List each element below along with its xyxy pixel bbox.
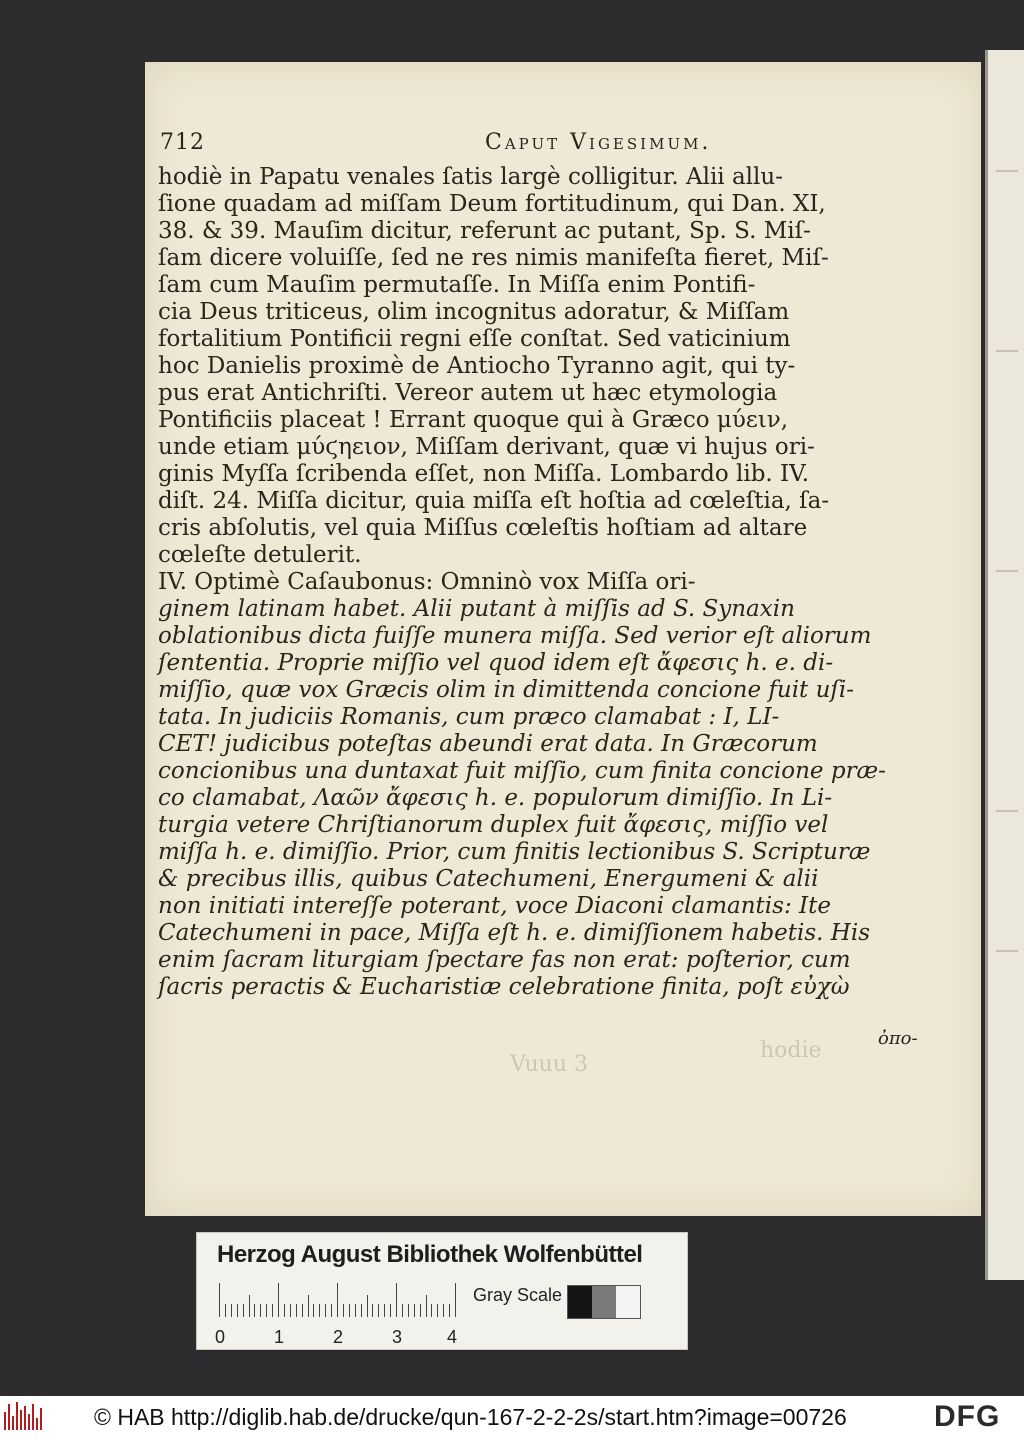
gray-scale-label: Gray Scale — [473, 1285, 563, 1305]
ruler-tick — [266, 1304, 267, 1317]
ruler-tick — [237, 1304, 238, 1317]
text-line: & precibus illis, quibus Catechumeni, Energumeni & alii — [158, 866, 819, 892]
gray-swatch — [592, 1286, 616, 1318]
text-line: concionibus una duntaxat fuit miſſio, cum finita concione præ- — [158, 758, 886, 784]
dfg-logo: DFG — [934, 1400, 1001, 1433]
ruler-tick — [319, 1304, 320, 1317]
ruler-tick — [355, 1304, 356, 1317]
text-line: cœleſte detulerit. — [158, 542, 362, 568]
ruler-tick — [331, 1304, 332, 1317]
ruler-tick — [313, 1304, 314, 1317]
ruler-tick — [343, 1304, 344, 1317]
ruler-tick — [278, 1283, 279, 1317]
measurement-ruler — [219, 1283, 449, 1317]
color-calibration-card — [196, 1232, 688, 1350]
text-line: ſacris peractis & Eucharistiæ celebratione finita, poſt εὐχὼ — [158, 974, 850, 1000]
adjacent-page-edge — [985, 50, 1024, 1280]
text-line: pus erat Antichriſti. Vereor autem ut hæc etymologia — [158, 380, 778, 406]
text-line: CET! judicibus poteſtas abeundi erat data. In Græcorum — [158, 731, 818, 757]
ruler-tick — [302, 1304, 303, 1317]
page-header — [160, 130, 960, 162]
gray-swatch — [568, 1286, 592, 1318]
catchword: ὀπο- — [878, 1028, 918, 1049]
text-line: ſententia. Proprie miſſio vel quod idem eſt ἄφεσις h. e. di- — [158, 650, 834, 676]
text-line: ſam cum Mauſim permutaſſe. In Miſſa enim Pontifi- — [158, 272, 756, 298]
logo-bar — [20, 1410, 22, 1430]
ruler-tick — [372, 1304, 373, 1317]
logo-bar — [28, 1414, 30, 1430]
page-number: 712 — [160, 130, 205, 155]
body-text — [158, 164, 958, 1001]
ruler-tick — [402, 1304, 403, 1317]
text-line: ſam dicere voluiſſe, ſed ne res nimis manifeſta fieret, Miſ- — [158, 245, 829, 271]
ruler-tick — [420, 1304, 421, 1317]
ruler-tick — [272, 1304, 273, 1317]
ruler-tick — [396, 1283, 397, 1317]
running-head: Caput Vigesimum. — [485, 130, 712, 155]
ruler-tick — [325, 1304, 326, 1317]
ruler-tick — [243, 1304, 244, 1317]
text-line: fortalitium Pontificii regni eſſe conſtat. Sed vaticinium — [158, 326, 791, 352]
text-line: IV. Optimè Caſaubonus: Omninò vox Miſſa ori- — [158, 569, 696, 595]
text-line: ginem latinam habet. Alii putant à miſſis ad S. Synaxin — [158, 596, 795, 622]
ruler-tick — [384, 1304, 385, 1317]
text-line: 38. & 39. Mauſim dicitur, referunt ac putant, Sp. S. Miſ- — [158, 218, 811, 244]
gray-swatch — [616, 1286, 640, 1318]
text-line: Pontificiis placeat ! Errant quoque qui à Græco μύειν, — [158, 407, 789, 433]
ruler-tick — [361, 1304, 362, 1317]
copyright-url[interactable]: © HAB http://diglib.hab.de/drucke/qun-167-2-2-2s/start.htm?image=00726 — [94, 1404, 847, 1430]
text-line: diſt. 24. Miſſa dicitur, quia miſſa eſt hoſtia ad cœleſtia, ſa- — [158, 488, 830, 514]
ruler-tick — [367, 1295, 368, 1317]
logo-bar — [12, 1416, 14, 1430]
ruler-tick — [408, 1304, 409, 1317]
text-line: tata. In judiciis Romanis, cum præco clamabat : I, LI- — [158, 704, 780, 730]
ruler-number: 4 — [447, 1327, 458, 1347]
text-line: ſione quadam ad miſſam Deum fortitudinum, qui Dan. XI, — [158, 191, 826, 217]
hab-logo-icon — [4, 1402, 48, 1434]
ruler-tick — [431, 1304, 432, 1317]
ruler-number: 0 — [215, 1327, 226, 1347]
bleed-through-signature: Vuuu 3 — [510, 1052, 588, 1077]
logo-bar — [16, 1402, 18, 1430]
ruler-tick — [337, 1283, 338, 1317]
library-title: Herzog August Bibliothek Wolfenbüttel — [217, 1241, 643, 1268]
ruler-tick — [378, 1304, 379, 1317]
bleed-through-text — [260, 1038, 822, 1082]
ruler-number: 2 — [333, 1327, 344, 1347]
ruler-tick — [443, 1304, 444, 1317]
text-line: enim ſacram liturgiam ſpectare fas non erat: poſterior, cum — [158, 947, 851, 973]
ruler-tick — [455, 1283, 456, 1317]
gray-scale-swatches — [567, 1285, 641, 1319]
logo-bar — [24, 1406, 26, 1430]
ruler-tick — [296, 1304, 297, 1317]
ruler-tick — [449, 1304, 450, 1317]
ruler-tick — [284, 1304, 285, 1317]
text-line: oblationibus dicta fuiſſe munera miſſa. Sed verior eſt aliorum — [158, 623, 872, 649]
ruler-tick — [290, 1304, 291, 1317]
logo-bar — [8, 1404, 10, 1430]
text-line: hoc Danielis proximè de Antiocho Tyranno agit, qui ty- — [158, 353, 796, 379]
ruler-tick — [390, 1304, 391, 1317]
text-line: miſſa h. e. dimiſſio. Prior, cum finitis lectionibus S. Scripturæ — [158, 839, 871, 865]
ruler-tick — [254, 1304, 255, 1317]
text-line: miſſio, quæ vox Græcis olim in dimittenda concione fuit uſi- — [158, 677, 855, 703]
ruler-tick — [308, 1295, 309, 1317]
text-line: co clamabat, Λαῶν ἄφεσις h. e. populorum dimiſſio. In Li- — [158, 785, 833, 811]
logo-bar — [4, 1412, 6, 1430]
text-line: unde etiam μύϛηειον, Miſſam derivant, quæ vi hujus ori- — [158, 434, 815, 460]
ruler-tick — [231, 1304, 232, 1317]
text-line: ginis Myſſa ſcribenda eſſet, non Miſſa. Lombardo lib. IV. — [158, 461, 810, 487]
ruler-tick — [260, 1304, 261, 1317]
ruler-tick — [426, 1295, 427, 1317]
text-line: cia Deus triticeus, olim incognitus adoratur, & Miſſam — [158, 299, 790, 325]
ruler-tick — [349, 1304, 350, 1317]
text-line: cris abſolutis, vel quia Miſſus cœleſtis hoſtiam ad altare — [158, 515, 808, 541]
logo-bar — [36, 1418, 38, 1430]
text-line: non initiati intereſſe poterant, voce Diaconi clamantis: Ite — [158, 893, 831, 919]
ruler-tick — [414, 1304, 415, 1317]
ruler-tick — [225, 1304, 226, 1317]
ruler-tick — [249, 1295, 250, 1317]
ruler-number: 3 — [392, 1327, 403, 1347]
ruler-tick — [437, 1304, 438, 1317]
bleed-through-word: hodie — [760, 1038, 822, 1063]
text-line: turgia vetere Chriſtianorum duplex fuit ἄφεσις, miſſio vel — [158, 812, 829, 838]
ruler-tick — [219, 1283, 220, 1317]
logo-bar — [40, 1408, 42, 1430]
footer-bar — [0, 1396, 1024, 1440]
logo-bar — [32, 1404, 34, 1430]
text-line: hodiè in Papatu venales ſatis largè colligitur. Alii allu- — [158, 164, 783, 190]
ruler-number: 1 — [274, 1327, 285, 1347]
text-line: Catechumeni in pace, Miſſa eſt h. e. dimiſſionem habetis. His — [158, 920, 871, 946]
